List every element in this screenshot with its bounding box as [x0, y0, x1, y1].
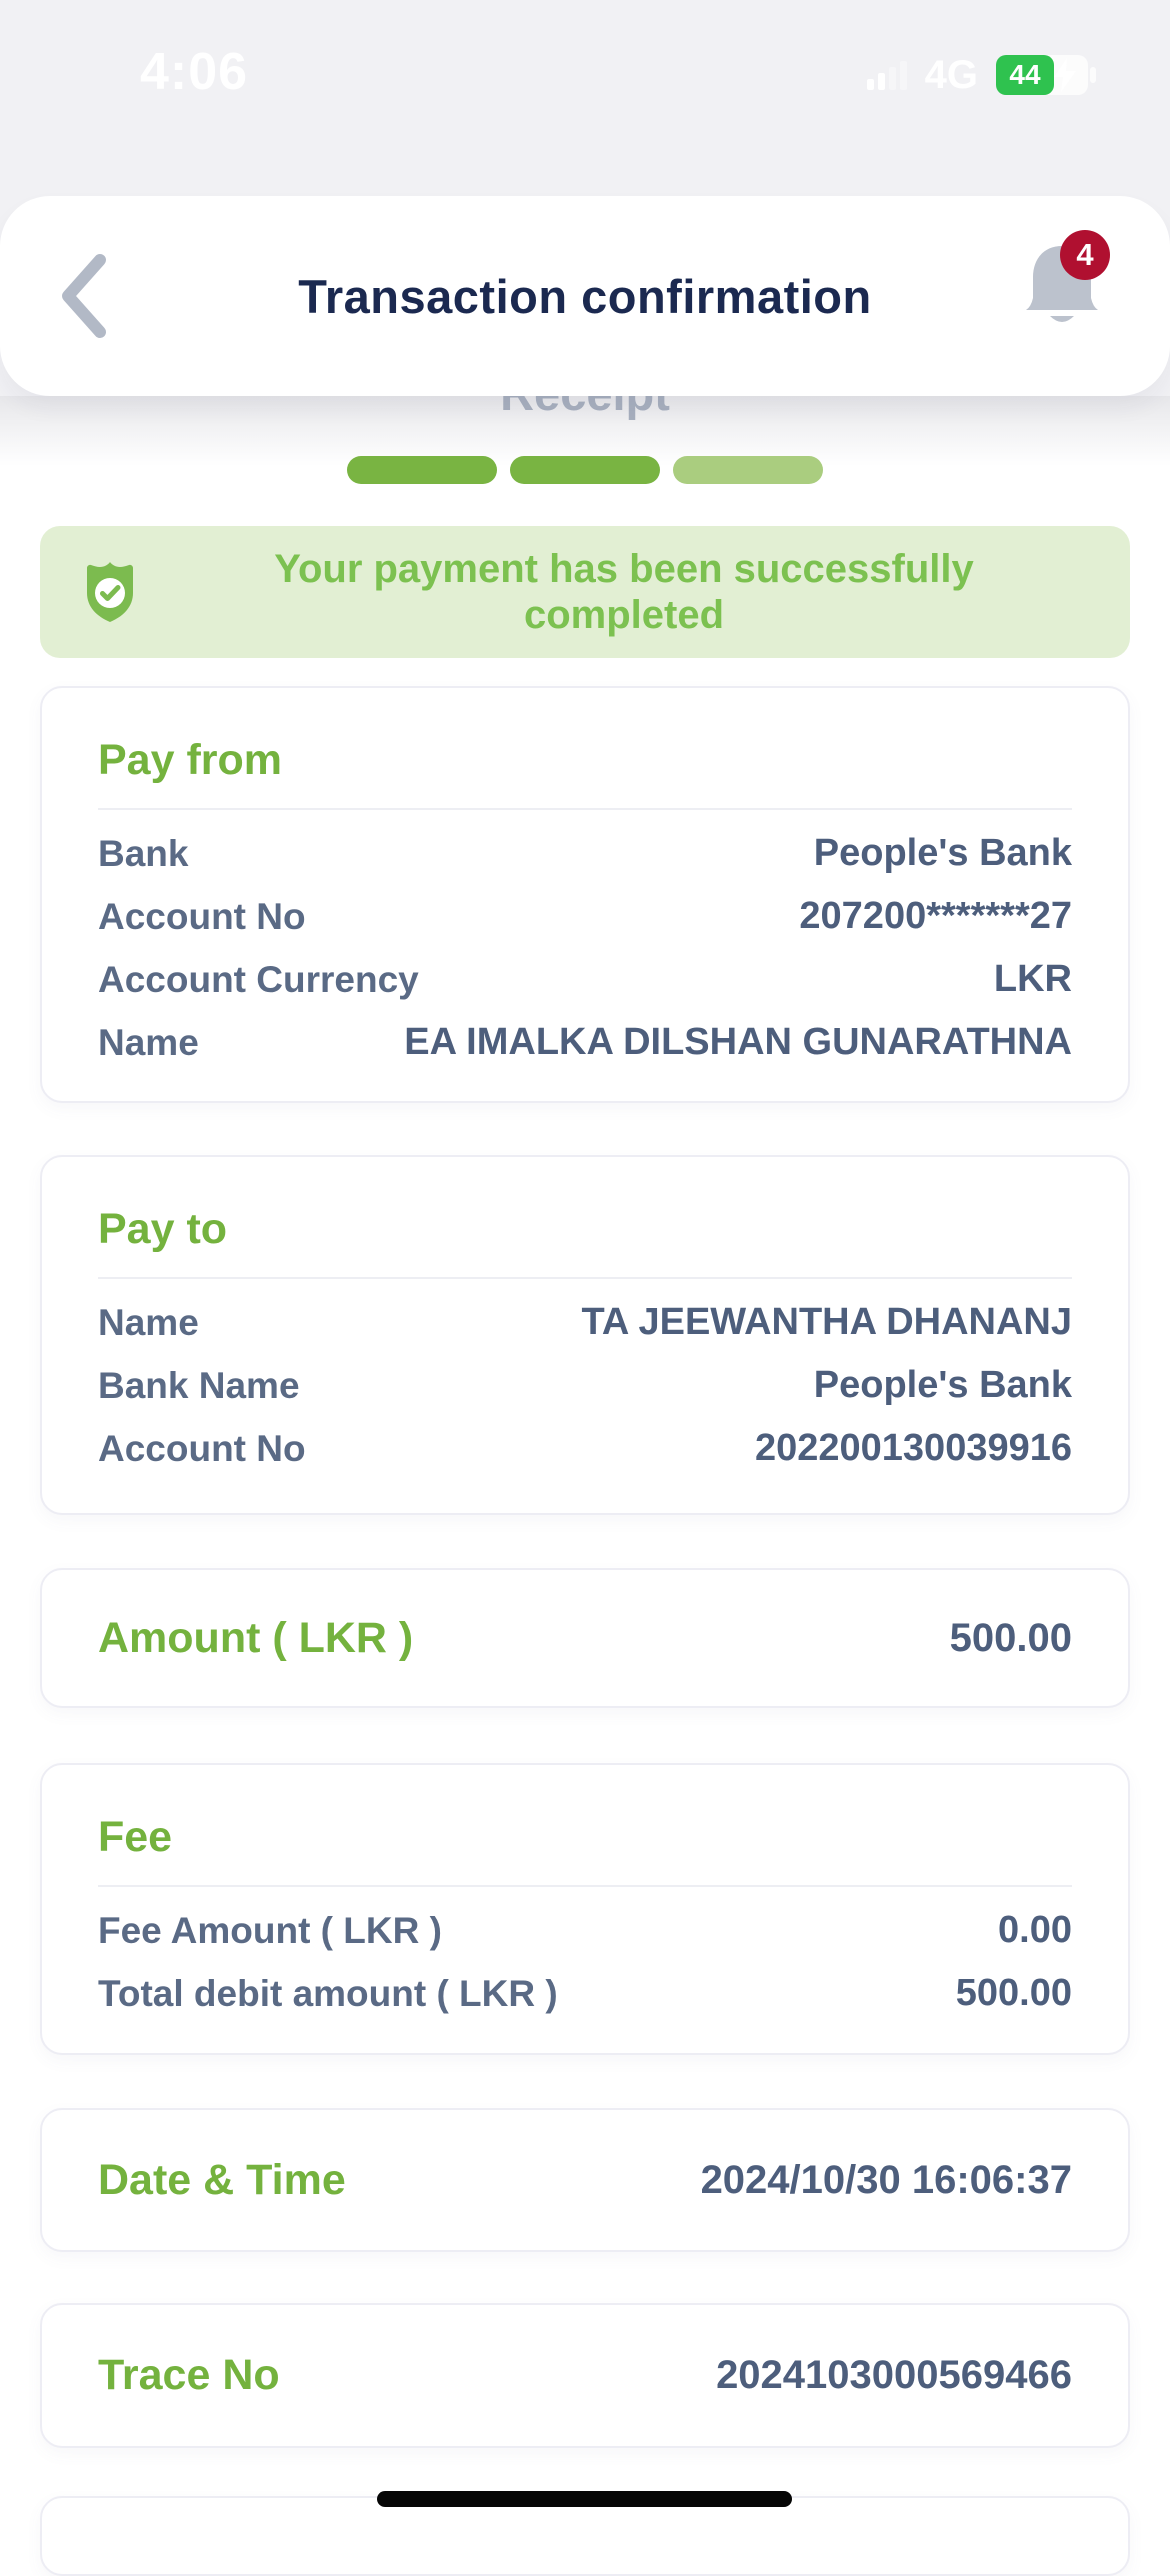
trace-no-value: 2024103000569466 — [716, 2353, 1072, 2397]
row-label: Bank — [98, 832, 189, 874]
battery-icon — [996, 55, 1100, 95]
fee-card — [40, 1763, 1130, 2055]
row-label: Total debit amount ( LKR ) — [98, 1972, 558, 2014]
row-value: EA IMALKA DILSHAN GUNARATHNA — [404, 1021, 1072, 1063]
fee-title: Fee — [98, 1813, 173, 1861]
date-time-card — [40, 2108, 1130, 2252]
progress-steps — [0, 456, 1170, 484]
divider — [98, 808, 1072, 810]
clock: 4:06 — [140, 43, 249, 101]
row-label: Name — [98, 1301, 199, 1343]
row-value: 202200130039916 — [754, 1427, 1072, 1469]
status-bar — [0, 40, 1170, 110]
pay-from-card — [40, 686, 1130, 1103]
row-label: Fee Amount ( LKR ) — [98, 1909, 442, 1951]
table-row — [98, 1899, 1072, 1962]
row-value: TA JEEWANTHA DHANANJ — [581, 1301, 1072, 1343]
table-row — [98, 1291, 1072, 1354]
date-time-label: Date & Time — [98, 2155, 346, 2204]
progress-step-1 — [347, 456, 497, 484]
chevron-left-icon — [58, 252, 110, 340]
notification-badge: 4 — [1060, 230, 1110, 280]
row-label: Account No — [98, 1427, 306, 1469]
row-value: 207200*******27 — [799, 895, 1072, 937]
trace-no-card — [40, 2303, 1130, 2448]
amount-value: 500.00 — [949, 1615, 1072, 1660]
row-value: 0.00 — [998, 1909, 1072, 1951]
back-button[interactable] — [58, 246, 128, 346]
progress-step-3 — [673, 456, 823, 484]
shield-check-icon — [82, 560, 138, 624]
pay-to-card — [40, 1155, 1130, 1515]
table-row — [98, 885, 1072, 948]
table-row — [98, 822, 1072, 885]
page-title: Transaction confirmation — [298, 269, 872, 323]
pay-to-title: Pay to — [98, 1205, 228, 1253]
table-row — [98, 1354, 1072, 1417]
table-row — [98, 948, 1072, 1011]
amount-label: Amount ( LKR ) — [98, 1613, 414, 1662]
cellular-signal-icon — [867, 60, 907, 90]
divider — [98, 1885, 1072, 1887]
table-row — [98, 1417, 1072, 1480]
pay-from-title: Pay from — [98, 736, 283, 784]
row-value: LKR — [993, 958, 1072, 1000]
progress-step-2 — [510, 456, 660, 484]
charging-bolt-icon — [1050, 57, 1080, 93]
header — [0, 196, 1170, 396]
row-value: People's Bank — [813, 832, 1072, 874]
table-row — [98, 1011, 1072, 1074]
trace-no-label: Trace No — [98, 2351, 280, 2399]
home-indicator[interactable] — [377, 2491, 792, 2507]
success-message-wrap — [138, 546, 1130, 638]
divider — [98, 1277, 1072, 1279]
date-time-value: 2024/10/30 16:06:37 — [700, 2157, 1072, 2202]
row-label: Account No — [98, 895, 306, 937]
success-banner — [40, 526, 1130, 658]
battery-percent: 44 — [996, 55, 1054, 95]
row-value: 500.00 — [955, 1972, 1072, 2014]
amount-card — [40, 1568, 1130, 1708]
table-row — [98, 1962, 1072, 2025]
row-label: Bank Name — [98, 1364, 300, 1406]
notifications-button[interactable] — [1002, 220, 1122, 340]
next-card-partial — [40, 2496, 1130, 2576]
row-label: Name — [98, 1021, 199, 1063]
row-label: Account Currency — [98, 958, 419, 1000]
row-value: People's Bank — [813, 1364, 1072, 1406]
success-message: Your payment has been successfully completed — [274, 547, 974, 637]
network-type: 4G — [924, 52, 978, 97]
